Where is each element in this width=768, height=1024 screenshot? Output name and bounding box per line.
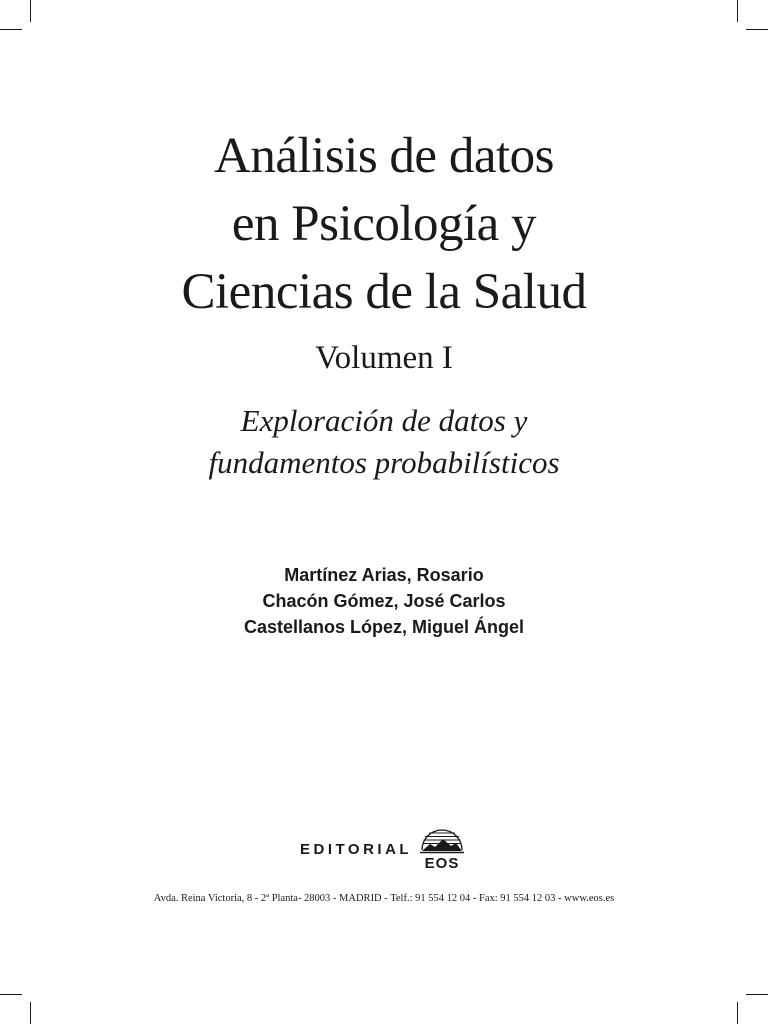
book-subtitle-line-2: fundamentos probabilísticos bbox=[208, 445, 560, 480]
author-name: Martínez Arias, Rosario bbox=[284, 565, 484, 585]
crop-mark-top-left-vertical bbox=[30, 0, 31, 22]
author-name: Chacón Gómez, José Carlos bbox=[262, 591, 506, 611]
author-name: Castellanos López, Miguel Ángel bbox=[243, 617, 525, 637]
publisher-address: Avda. Reina Victoria, 8 - 2ª Planta- 28003 - MADRID - Telf.: 91 554 12 04 - Fax: 91 554 12 03 - www.eos.es bbox=[153, 893, 615, 904]
crop-mark-top-left-horizontal bbox=[0, 29, 22, 30]
eos-logo-text: EOS bbox=[424, 855, 460, 872]
volume-label: Volumen I bbox=[315, 340, 453, 376]
book-title-line-3: Ciencias de la Salud bbox=[181, 264, 587, 320]
crop-mark-top-right-horizontal bbox=[746, 29, 768, 30]
crop-mark-bottom-right-horizontal bbox=[746, 994, 768, 995]
publisher-logo bbox=[300, 826, 466, 872]
publisher-label: EDITORIAL bbox=[300, 840, 413, 858]
crop-mark-bottom-left-horizontal bbox=[0, 994, 22, 995]
author-list bbox=[0, 562, 768, 640]
book-title-line-2: en Psicología y bbox=[231, 196, 537, 252]
book-subtitle-line-1: Exploración de datos y bbox=[240, 403, 528, 438]
crop-mark-bottom-right-vertical bbox=[737, 1002, 738, 1024]
eos-mountain-sun-logo-icon bbox=[418, 826, 466, 872]
crop-mark-bottom-left-vertical bbox=[30, 1002, 31, 1024]
book-subtitle bbox=[0, 400, 768, 484]
book-title-line-1: Análisis de datos bbox=[214, 128, 554, 184]
crop-mark-top-right-vertical bbox=[737, 0, 738, 22]
book-title bbox=[0, 122, 768, 326]
